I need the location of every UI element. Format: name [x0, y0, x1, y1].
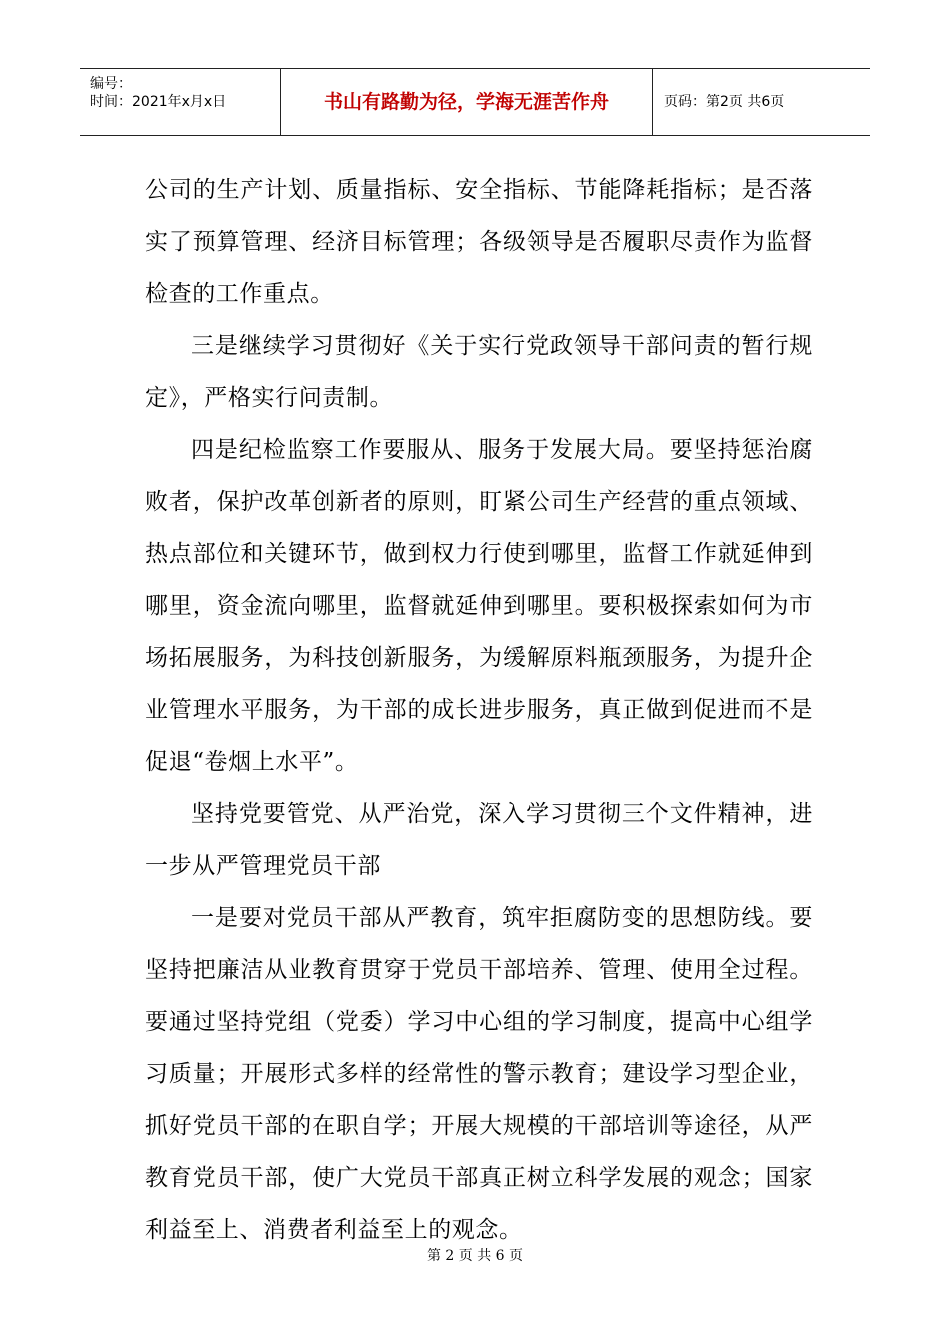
- header-meta-cell: [80, 69, 281, 135]
- page-footer: 第 2 页 共 6 页: [426, 1248, 524, 1264]
- header-motto: 书山有路勤为径，学海无涯苦作舟: [281, 69, 653, 135]
- paragraph: 坚持党要管党、从严治党，深入学习贯彻三个文件精神，进一步从严管理党员干部: [145, 801, 813, 879]
- document-number-label: 编号：: [90, 76, 132, 92]
- document-body: [145, 164, 813, 1256]
- paragraph: 一是要对党员干部从严教育，筑牢拒腐防变的思想防线。要坚持把廉洁从业教育贯穿于党员干部培养、管理、使用全过程。要通过坚持党组（党委）学习中心组的学习制度，提高中心组学习质量；开展形式多样的经常性的警示教育；建设学习型企业，抓好党员干部的在职自学；开展大规模的干部培训等途径，从严教育党员干部，使广大党员干部真正树立科学发展的观念；国家利益至上、消费者利益至上的观念。: [145, 905, 813, 1243]
- page-header: [80, 68, 870, 136]
- document-date-label: 时间：2021年x月x日: [90, 94, 227, 110]
- header-page-info: 页码：第2页 共6页: [664, 94, 785, 110]
- paragraph: 三是继续学习贯彻好《关于实行党政领导干部问责的暂行规定》，严格实行问责制。: [145, 333, 813, 411]
- paragraph: 公司的生产计划、质量指标、安全指标、节能降耗指标；是否落实了预算管理、经济目标管理；各级领导是否履职尽责作为监督检查的工作重点。: [145, 177, 813, 307]
- paragraph: 四是纪检监察工作要服从、服务于发展大局。要坚持惩治腐败者，保护改革创新者的原则，盯紧公司生产经营的重点领域、热点部位和关键环节，做到权力行使到哪里，监督工作就延伸到哪里，资金流向哪里，监督就延伸到哪里。要积极探索如何为市场拓展服务，为科技创新服务，为缓解原料瓶颈服务，为提升企业管理水平服务，为干部的成长进步服务，真正做到促进而不是促退“卷烟上水平”。: [145, 437, 813, 775]
